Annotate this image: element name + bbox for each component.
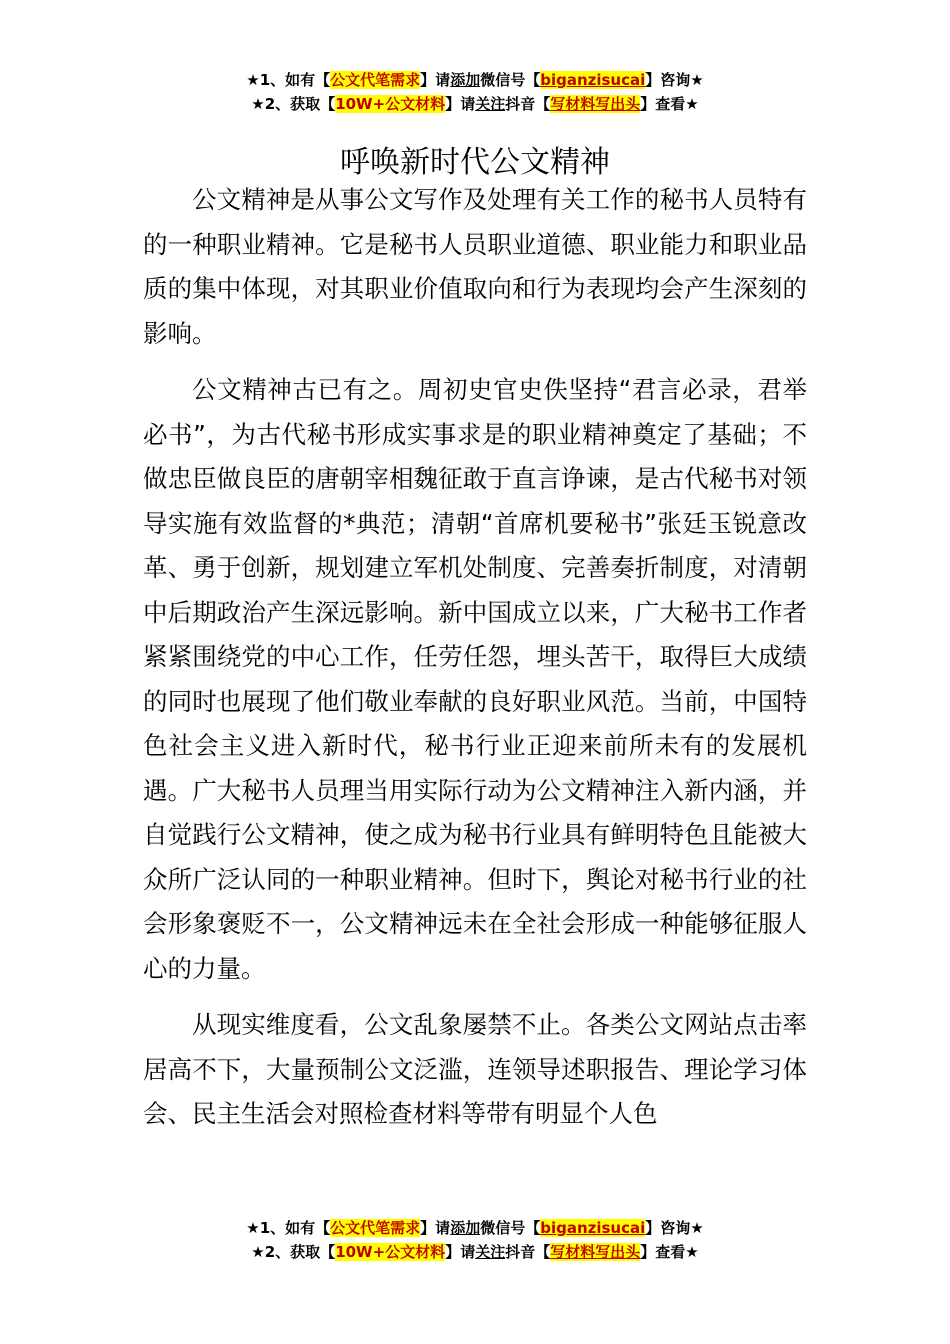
promo-line-1: [0, 1216, 950, 1240]
promo-text: 】查看★: [640, 95, 699, 113]
promo-banner-bottom: [0, 1216, 950, 1264]
promo-line-2: [0, 1240, 950, 1264]
promo-text: 】请: [420, 71, 451, 89]
promo-emphasis: 添加: [450, 1219, 481, 1237]
promo-text: 微信号【: [480, 71, 541, 89]
paragraph-1: 公文精神是从事公文写作及处理有关工作的秘书人员特有的一种职业精神。它是秘书人员职业道德、职业能力和职业品质的集中体现，对其职业价值取向和行为表现均会产生深刻的影响。: [143, 185, 807, 348]
promo-text: ★1、如有【: [246, 1219, 331, 1237]
promo-text: 】咨询★: [645, 71, 704, 89]
promo-highlight-service: 公文代笔需求: [330, 71, 421, 89]
promo-text: ★2、获取【: [251, 95, 336, 113]
promo-highlight-materials: 10W+公文材料: [335, 1243, 446, 1261]
promo-highlight-wechat: biganzisucai: [540, 71, 646, 89]
promo-text: 】咨询★: [645, 1219, 704, 1237]
paragraph-2: 公文精神古已有之。周初史官史佚坚持“君言必录，君举必书”，为古代秘书形成实事求是的职业精神奠定了基础；不做忠臣做良臣的唐朝宰相魏征敢于直言诤谏，是古代秘书对领导实施有效监督的*典范；清朝“首席机要秘书”张廷玉锐意改革、勇于创新，规划建立军机处制度、完善奏折制度，对清朝中后期政治产生深远影响。新中国成立以来，广大秘书工作者紧紧围绕党的中心工作，任劳任怨，埋头苦干，取得巨大成绩的同时也展现了他们敬业奉献的良好职业风范。当前，中国特色社会主义进入新时代，秘书行业正迎来前所未有的发展机遇。广大秘书人员理当用实际行动为公文精神注入新内涵，并自觉践行公文精神，使之成为秘书行业具有鲜明特色且能被大众所广泛认同的一种职业精神。但时下，舆论对秘书行业的社会形象褒贬不一，公文精神远未在全社会形成一种能够征服人心的力量。: [143, 375, 807, 983]
promo-highlight-douyin: 写材料写出头: [550, 95, 641, 113]
paragraph-3: 从现实维度看，公文乱象屡禁不止。各类公文网站点击率居高不下，大量预制公文泛滥，连领导述职报告、理论学习体会、民主生活会对照检查材料等带有明显个人色: [143, 1010, 807, 1128]
promo-line-1: [0, 68, 950, 92]
promo-text: 】查看★: [640, 1243, 699, 1261]
promo-text: 】请: [420, 1219, 451, 1237]
promo-text: 抖音【: [505, 1243, 551, 1261]
promo-highlight-service: 公文代笔需求: [330, 1219, 421, 1237]
promo-text: ★1、如有【: [246, 71, 331, 89]
promo-highlight-douyin: 写材料写出头: [550, 1243, 641, 1261]
promo-text: 微信号【: [480, 1219, 541, 1237]
promo-highlight-wechat: biganzisucai: [540, 1219, 646, 1237]
promo-highlight-materials: 10W+公文材料: [335, 95, 446, 113]
document-body: [143, 178, 807, 1149]
document-title: 呼唤新时代公文精神: [340, 145, 610, 181]
promo-text: ★2、获取【: [251, 1243, 336, 1261]
promo-text: 抖音【: [505, 95, 551, 113]
promo-banner-top: [0, 68, 950, 116]
promo-emphasis: 关注: [475, 95, 506, 113]
promo-emphasis: 添加: [450, 71, 481, 89]
promo-text: 】请: [445, 1243, 476, 1261]
promo-line-2: [0, 92, 950, 116]
promo-text: 】请: [445, 95, 476, 113]
promo-emphasis: 关注: [475, 1243, 506, 1261]
